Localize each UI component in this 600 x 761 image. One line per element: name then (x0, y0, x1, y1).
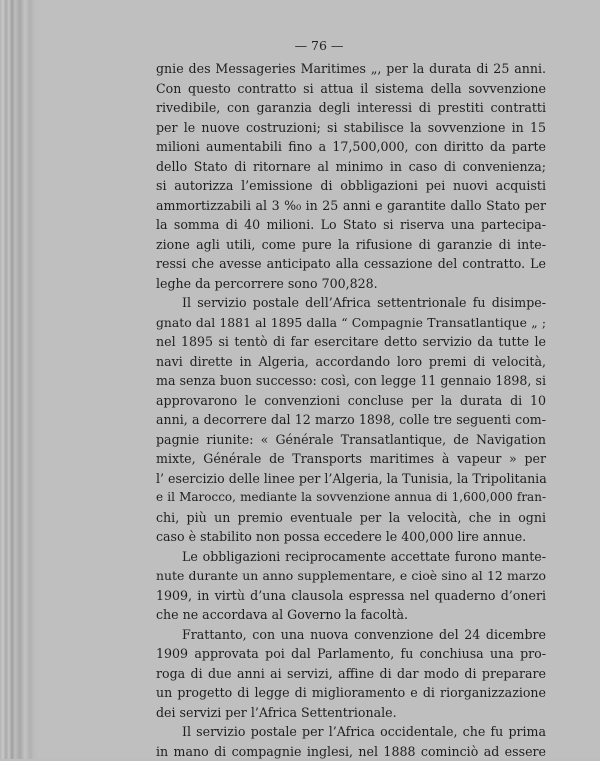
text-line: leghe da percorrere sono 700,828. (156, 274, 546, 294)
book-binding-gutter (0, 0, 38, 759)
text-line: 1909 approvata poi dal Parlamento, fu conchiusa una pro- (156, 644, 546, 664)
text-line: pagnie riunite: « Générale Transatlantique, de Navigation (156, 430, 546, 450)
text-line: zione agli utili, come pure la rifusione di garanzie di inte- (156, 235, 546, 255)
text-line: si autorizza l’emissione di obbligazioni pei nuovi acquisti (156, 176, 546, 196)
text-line: Il servizio postale dell’Africa settentrionale fu disimpe- (156, 293, 546, 313)
body-text (156, 59, 546, 761)
text-line: un progetto di legge di miglioramento e di riorganizzazione (156, 683, 546, 703)
text-line: dei servizi per l’Africa Settentrionale. (156, 703, 546, 723)
text-line: anni, a decorrere dal 12 marzo 1898, colle tre seguenti com- (156, 410, 546, 430)
text-line: dello Stato di ritornare al minimo in caso di convenienza; (156, 157, 546, 177)
text-line: mixte, Générale de Transports maritimes à vapeur » per (156, 449, 546, 469)
text-line: navi dirette in Algeria, accordando loro premi di velocità, (156, 352, 546, 372)
text-line: ma senza buon successo: così, con legge 11 gennaio 1898, si (156, 371, 546, 391)
text-line: 1909, in virtù d’una clausola espressa nel quaderno d’oneri (156, 586, 546, 606)
text-line: l’ esercizio delle linee per l’Algeria, la Tunisia, la Tripolitania (156, 469, 546, 489)
text-line: gnato dal 1881 al 1895 dalla “ Compagnie Transatlantique „ ; (156, 313, 546, 333)
text-line: nute durante un anno supplementare, e cioè sino al 12 marzo (156, 566, 546, 586)
text-line: Con questo contratto si attua il sistema della sovvenzione (156, 79, 546, 99)
text-line: caso è stabilito non possa eccedere le 400,000 lire annue. (156, 527, 546, 547)
text-line: Le obbligazioni reciprocamente accettate furono mante- (156, 547, 546, 567)
text-line: la somma di 40 milioni. Lo Stato si riserva una partecipa- (156, 215, 546, 235)
text-line: roga di due anni ai servizi, affine di dar modo di preparare (156, 664, 546, 684)
text-line: gnie des Messageries Maritimes „, per la durata di 25 anni. (156, 59, 546, 79)
text-line: nel 1895 si tentò di far esercitare detto servizio da tutte le (156, 332, 546, 352)
text-line: per le nuove costruzioni; si stabilisce la sovvenzione in 15 (156, 118, 546, 138)
page-number: — 76 — (38, 38, 600, 53)
text-line: in mano di compagnie inglesi, nel 1888 cominciò ad essere (156, 742, 546, 761)
text-line: milioni aumentabili fino a 17,500,000, con diritto da parte (156, 137, 546, 157)
text-line: che ne accordava al Governo la facoltà. (156, 605, 546, 625)
text-line: e il Marocco, mediante la sovvenzione annua di 1,600,000 fran- (156, 488, 546, 508)
text-line: ammortizzabili al 3 %₀ in 25 anni e garantite dallo Stato per (156, 196, 546, 216)
text-line: Il servizio postale per l’Africa occidentale, che fu prima (156, 722, 546, 742)
text-line: approvarono le convenzioni concluse per la durata di 10 (156, 391, 546, 411)
text-line: Frattanto, con una nuova convenzione del 24 dicembre (156, 625, 546, 645)
text-line: rivedibile, con garanzia degli interessi di prestiti contratti (156, 98, 546, 118)
text-line: chi, più un premio eventuale per la velocità, che in ogni (156, 508, 546, 528)
text-line: ressi che avesse anticipato alla cessazione del contratto. Le (156, 254, 546, 274)
